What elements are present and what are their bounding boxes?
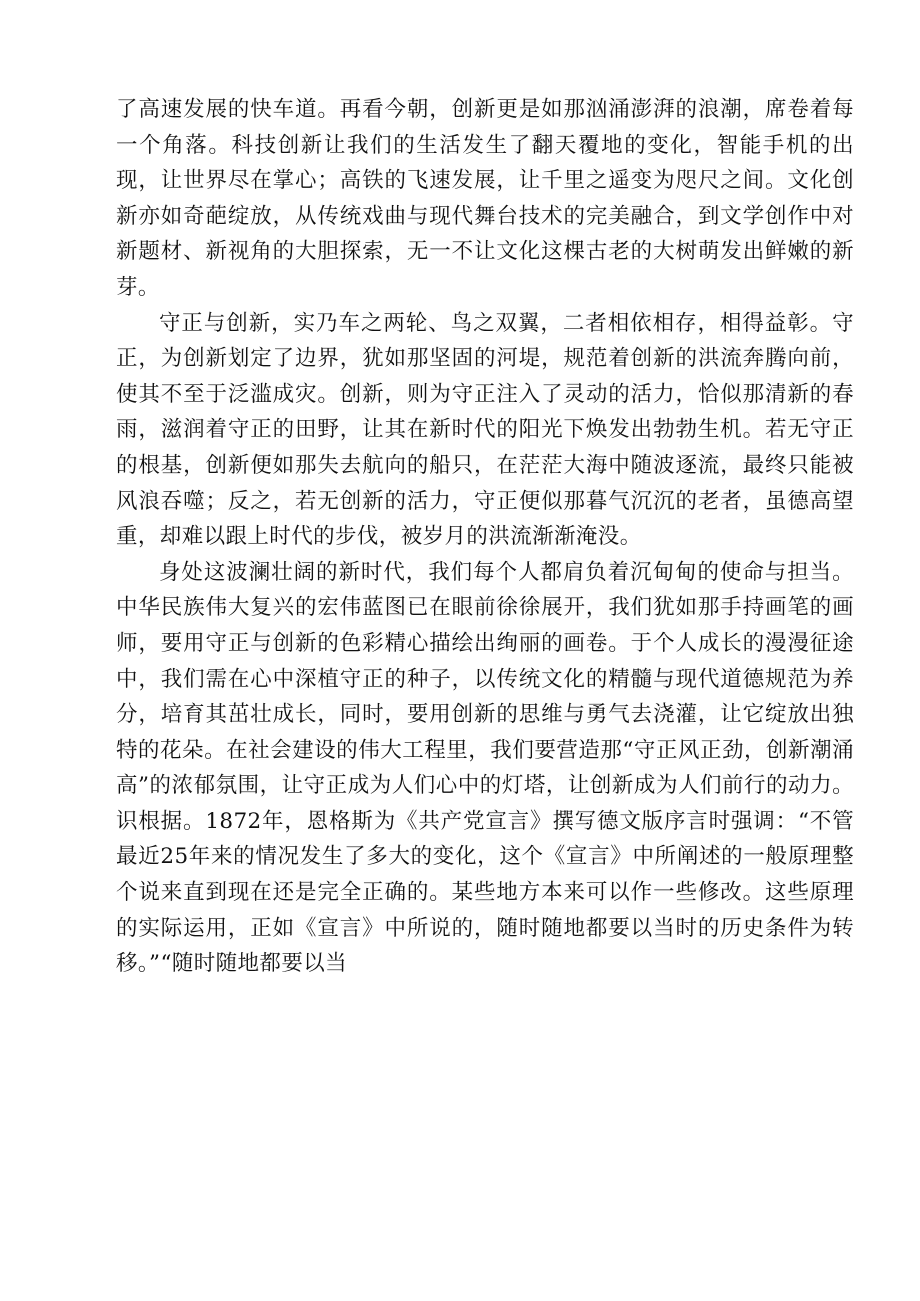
paragraph-2: 守正与创新，实乃车之两轮、鸟之双翼，二者相依相存，相得益彰。守正，为创新划定了边界，犹如那坚固的河堤，规范着创新的洪流奔腾向前，使其不至于泛滥成灾。创新，则为守正注入了灵动的活力，恰似那清新的春雨，滋润着守正的田野，让其在新时代的阳光下焕发出勃勃生机。若无守正的根基，创新便如那失去航向的船只，在茫茫大海中随波逐流，最终只能被风浪吞噬；反之，若无创新的活力，守正便似那暮气沉沉的老者，虽德高望重，却难以跟上时代的步伐，被岁月的洪流渐渐淹没。 [116,310,854,550]
paragraph-3: 身处这波澜壮阔的新时代，我们每个人都肩负着沉甸甸的使命与担当。中华民族伟大复兴的宏伟蓝图已在眼前徐徐展开，我们犹如那手持画笔的画师，要用守正与创新的色彩精心描绘出绚丽的画卷。于个人成长的漫漫征途中，我们需在心中深植守正的种子，以传统文化的精髓与现代道德规范为养分，培育其茁壮成长，同时，要用创新的思维与勇气去浇灌，让它绽放出独特的花朵。在社会建设的伟大工程里，我们要营造那“守正风正劲，创新潮涌高”的浓郁氛围，让守正成为人们心中的灯塔，让创新成为人们前行的动力。识根据。1872年，恩格斯为《共产党宣言》撰写德文版序言时强调：“不管最近25年来的情况发生了多大的变化，这个《宣言》中所阐述的一般原理整个说来直到现在还是完全正确的。某些地方本来可以作一些修改。这些原理的实际运用，正如《宣言》中所说的，随时随地都要以当时的历史条件为转移。”“随时随地都要以当 [116,559,854,977]
paragraph-1: 了高速发展的快车道。再看今朝，创新更是如那汹涌澎湃的浪潮，席卷着每一个角落。科技创新让我们的生活发生了翻天覆地的变化，智能手机的出现，让世界尽在掌心；高铁的飞速发展，让千里之遥变为咫尺之间。文化创新亦如奇葩绽放，从传统戏曲与现代舞台技术的完美融合，到文学创作中对新题材、新视角的大胆探索，无一不让文化这棵古老的大树萌发出鲜嫩的新芽。 [116,97,854,300]
document-page [116,92,854,1212]
